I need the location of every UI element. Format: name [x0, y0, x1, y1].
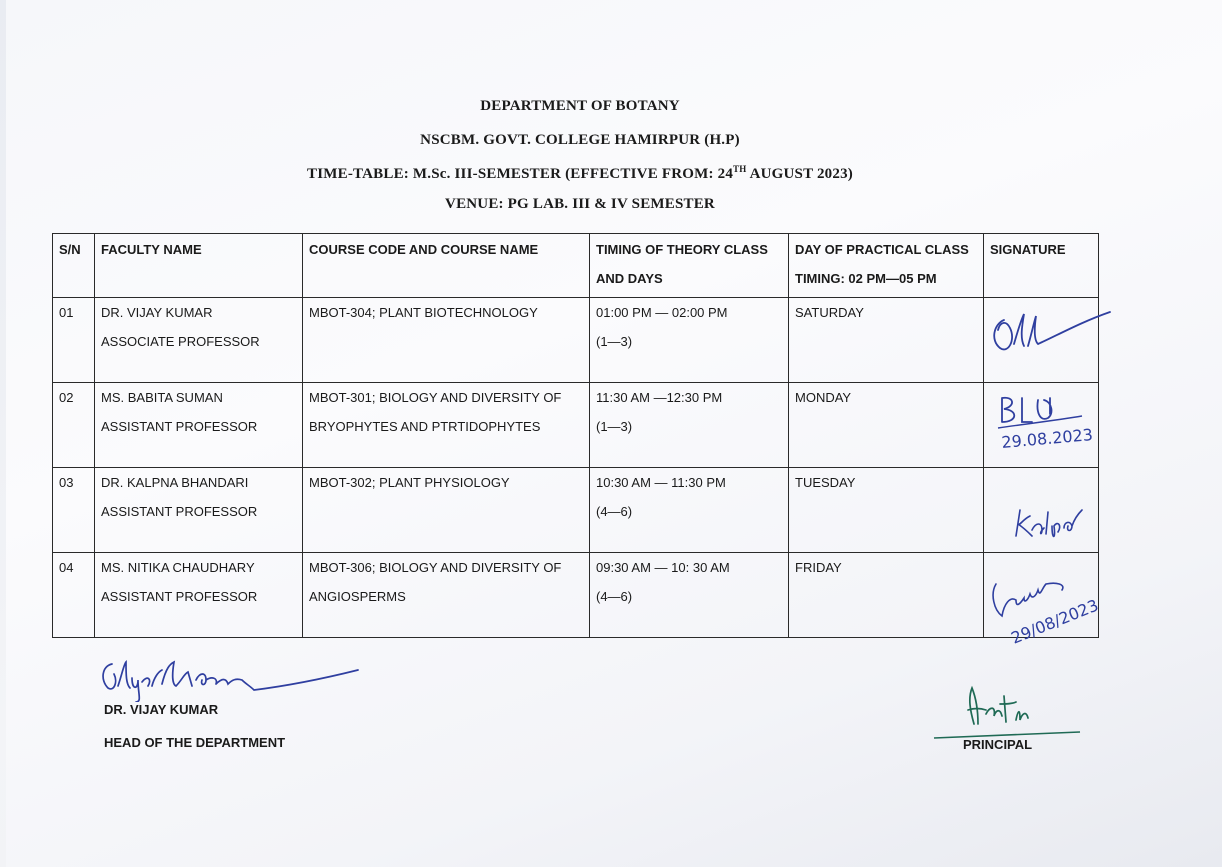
cell-theory-timing: 10:30 AM — 11:30 PM (4—6): [590, 468, 789, 553]
cell-sn: 02: [53, 383, 95, 468]
col-header-course: COURSE CODE AND COURSE NAME: [303, 234, 590, 298]
hod-name: DR. VIJAY KUMAR: [104, 702, 219, 717]
venue-line: VENUE: PG LAB. III & IV SEMESTER: [445, 196, 715, 212]
cell-faculty: DR. VIJAY KUMAR ASSOCIATE PROFESSOR: [95, 298, 303, 383]
timetable: [52, 233, 1099, 638]
cell-course: MBOT-302; PLANT PHYSIOLOGY: [303, 468, 590, 553]
cell-theory-timing: 01:00 PM — 02:00 PM (1—3): [590, 298, 789, 383]
timetable-title: TIME-TABLE: M.Sc. III-SEMESTER (EFFECTIVE FROM: 24TH AUGUST 2023): [307, 164, 853, 182]
col-header-sn: S/N: [53, 234, 95, 298]
signature-row-3: [1012, 500, 1088, 544]
col-header-signature: SIGNATURE: [984, 234, 1099, 298]
col-header-theory-timing: TIMING OF THEORY CLASS AND DAYS: [590, 234, 789, 298]
signature-row-2: [992, 392, 1108, 454]
cell-faculty: DR. KALPNA BHANDARI ASSISTANT PROFESSOR: [95, 468, 303, 553]
cell-practical-day: MONDAY: [789, 383, 984, 468]
cell-sn: 01: [53, 298, 95, 383]
signature-row-1: [986, 300, 1116, 362]
principal-title: PRINCIPAL: [963, 737, 1033, 752]
svg-text:29.08.2023: 29.08.2023: [1000, 425, 1094, 452]
col-header-practical-day: DAY OF PRACTICAL CLASS TIMING: 02 PM—05 PM: [789, 234, 984, 298]
hod-signature: [96, 656, 362, 702]
college-name: NSCBM. GOVT. COLLEGE HAMIRPUR (H.P): [420, 132, 740, 148]
cell-practical-day: FRIDAY: [789, 553, 984, 638]
svg-text:29/08/2023: 29/08/2023: [1008, 595, 1102, 648]
department-title: DEPARTMENT OF BOTANY: [480, 98, 680, 114]
cell-practical-day: SATURDAY: [789, 298, 984, 383]
cell-faculty: MS. BABITA SUMAN ASSISTANT PROFESSOR: [95, 383, 303, 468]
table-row: [53, 298, 1099, 383]
table-row: [53, 553, 1099, 638]
cell-sn: 03: [53, 468, 95, 553]
hod-title: HEAD OF THE DEPARTMENT: [104, 735, 286, 750]
cell-sn: 04: [53, 553, 95, 638]
cell-practical-day: TUESDAY: [789, 468, 984, 553]
table-row: [53, 468, 1099, 553]
table-row: [53, 383, 1099, 468]
principal-signature: [930, 680, 1082, 742]
cell-course: MBOT-304; PLANT BIOTECHNOLOGY: [303, 298, 590, 383]
col-header-faculty: FACULTY NAME: [95, 234, 303, 298]
cell-theory-timing: 09:30 AM — 10: 30 AM (4—6): [590, 553, 789, 638]
cell-course: MBOT-306; BIOLOGY AND DIVERSITY OF ANGIOSPERMS: [303, 553, 590, 638]
cell-course: MBOT-301; BIOLOGY AND DIVERSITY OF BRYOPHYTES AND PTRTIDOPHYTES: [303, 383, 590, 468]
cell-faculty: MS. NITIKA CHAUDHARY ASSISTANT PROFESSOR: [95, 553, 303, 638]
table-header-row: [53, 234, 1099, 298]
signature-row-4: [986, 574, 1104, 650]
cell-theory-timing: 11:30 AM —12:30 PM (1—3): [590, 383, 789, 468]
